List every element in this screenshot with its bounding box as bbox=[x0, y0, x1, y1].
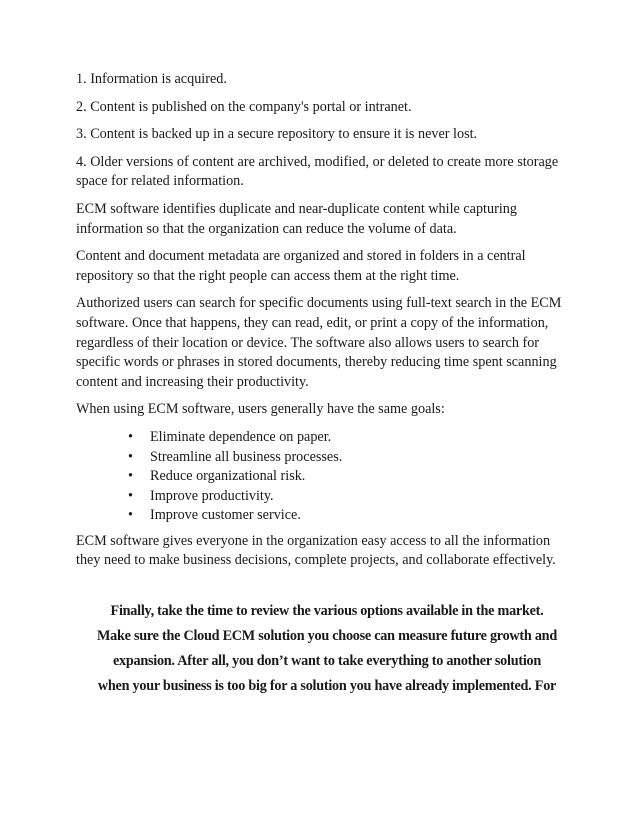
bullet-icon: • bbox=[128, 448, 133, 465]
goals-list bbox=[76, 428, 576, 526]
list-item: • Streamline all business processes. bbox=[126, 448, 576, 468]
closing-paragraph bbox=[70, 599, 584, 699]
paragraph-summary: ECM software gives everyone in the organization easy access to all the information they need to make business decisions, complete projects, and collaborate effectively. bbox=[76, 532, 556, 569]
closing-line: expansion. After all, you don’t want to take everything to another solution bbox=[112, 653, 542, 670]
document-page bbox=[76, 70, 576, 699]
step-2: 2. Content is published on the company's portal or intranet. bbox=[76, 98, 412, 115]
paragraph-search: Authorized users can search for specific documents using full-text search in the ECM software. Once that happens, they can read, edit, or print a copy of the information, regardless of their location or device. The software also allows users to search for specific words or phrases in stored documents, thereby reducing time spent scanning content and increasing their productivity. bbox=[76, 295, 562, 390]
list-item: • Improve customer service. bbox=[126, 506, 576, 526]
step-1: 1. Information is acquired. bbox=[76, 71, 227, 87]
list-item: • Eliminate dependence on paper. bbox=[126, 428, 576, 448]
paragraph-duplicate-content: ECM software identifies duplicate and near-duplicate content while capturing information so that the organization can reduce the volume of data. bbox=[76, 200, 517, 237]
bullet-icon: • bbox=[128, 487, 133, 504]
list-item: • Improve productivity. bbox=[126, 487, 576, 507]
bullet-icon: • bbox=[128, 468, 133, 485]
step-3: 3. Content is backed up in a secure repository to ensure it is never lost. bbox=[76, 126, 478, 143]
closing-line: Make sure the Cloud ECM solution you choose can measure future growth and bbox=[97, 628, 557, 645]
step-4: 4. Older versions of content are archived, modified, or deleted to create more storage space for related information. bbox=[76, 153, 559, 190]
paragraph-metadata: Content and document metadata are organized and stored in folders in a central repository so that the right people can access them at the right time. bbox=[76, 248, 526, 284]
paragraph-goals-intro: When using ECM software, users generally have the same goals: bbox=[76, 401, 445, 418]
bullet-icon: • bbox=[128, 428, 133, 445]
closing-line: Finally, take the time to review the various options available in the market. bbox=[110, 603, 544, 620]
closing-line: when your business is too big for a solution you have already implemented. For bbox=[97, 678, 557, 695]
list-item: • Reduce organizational risk. bbox=[126, 467, 576, 487]
bullet-icon: • bbox=[128, 507, 133, 524]
